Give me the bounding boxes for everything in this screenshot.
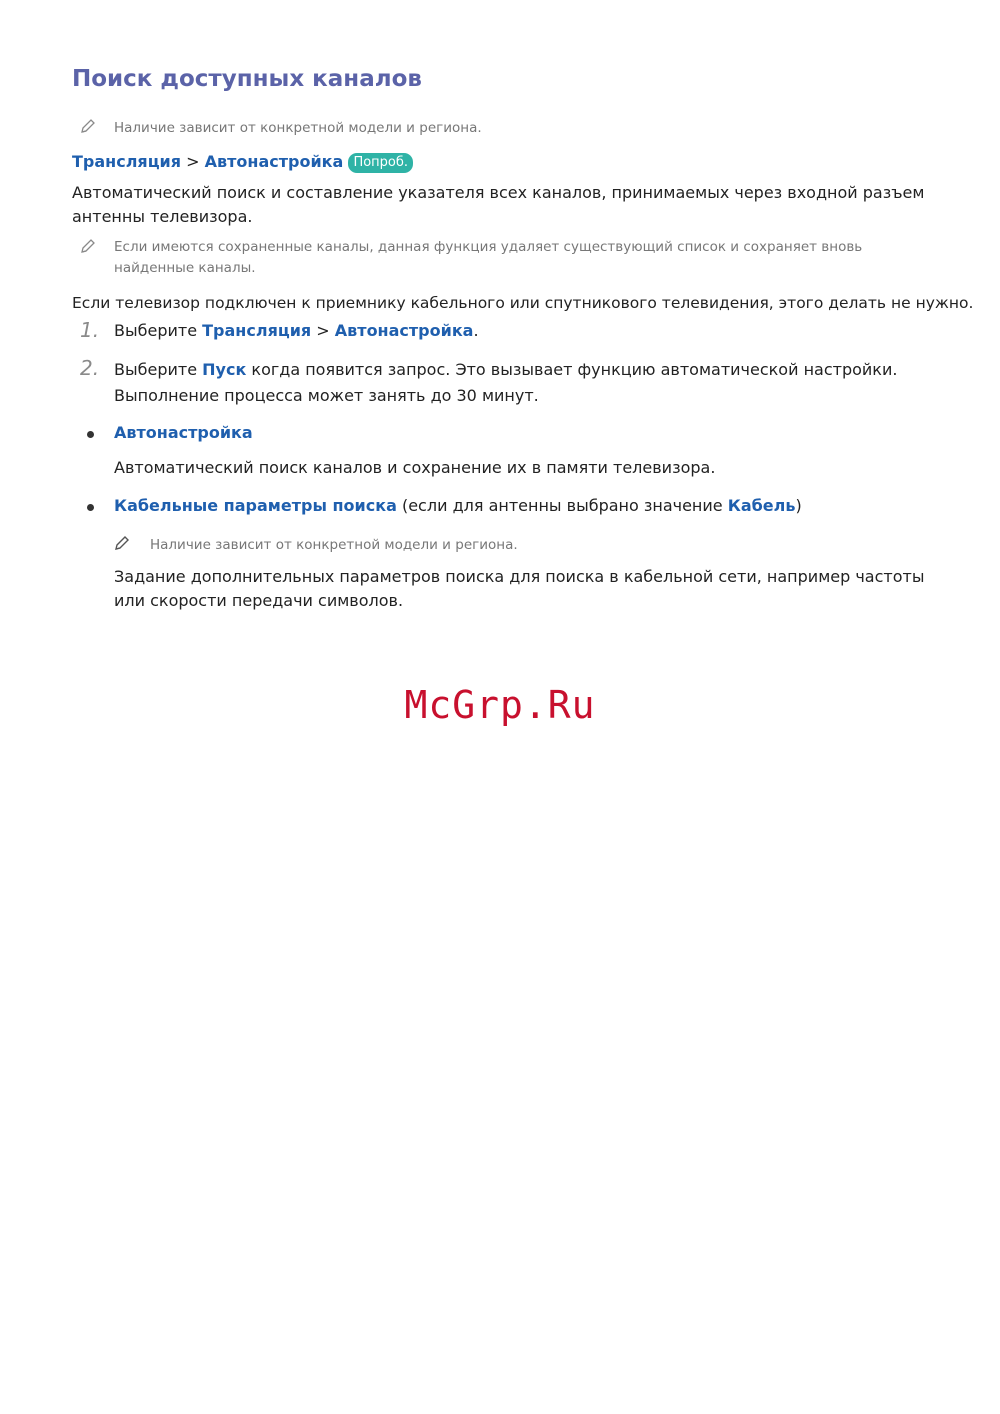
step-number: 2. bbox=[80, 356, 100, 380]
bullet-cable-mid: (если для антенны выбрано значение bbox=[401, 496, 723, 515]
step-2-text bbox=[114, 357, 944, 409]
info-paragraph: Если телевизор подключен к приемнику кабельного или спутникового телевидения, этого делать не нужно. bbox=[72, 294, 974, 312]
step-1-prefix: Выберите bbox=[114, 321, 198, 340]
bullet-cable-line bbox=[114, 494, 802, 518]
page-title: Поиск доступных каналов bbox=[72, 66, 422, 92]
bullet-cable-end: ) bbox=[795, 496, 802, 515]
breadcrumb-autotune-link[interactable]: Автонастройка bbox=[204, 152, 344, 171]
bullet-cable-desc: Задание дополнительных параметров поиска для поиска в кабельной сети, например частоты или скорости передачи символов. bbox=[114, 567, 925, 610]
step-2-start-link[interactable]: Пуск bbox=[202, 360, 247, 379]
step-1-broadcast-link[interactable]: Трансляция bbox=[202, 321, 312, 340]
intro-paragraph: Автоматический поиск и составление указателя всех каналов, принимаемых через входной разъем антенны телевизора. bbox=[72, 183, 925, 226]
bullet-cable-link[interactable]: Кабель bbox=[727, 496, 796, 515]
bullet-cable-title[interactable]: Кабельные параметры поиска bbox=[114, 496, 397, 515]
cable-availability-note: Наличие зависит от конкретной модели и региона. bbox=[150, 537, 518, 553]
bullet-dot bbox=[87, 504, 94, 511]
step-number: 1. bbox=[80, 318, 100, 342]
bullet-autotune-desc: Автоматический поиск каналов и сохранение их в памяти телевизора. bbox=[114, 458, 716, 477]
pencil-icon bbox=[80, 238, 96, 254]
step-1-text bbox=[114, 319, 479, 343]
breadcrumb bbox=[72, 150, 413, 174]
breadcrumb-separator: > bbox=[186, 152, 200, 171]
step-2-rest: когда появится запрос. Это вызывает функцию автоматической настройки. Выполнение процесса может занять до 30 минут. bbox=[114, 360, 898, 405]
pencil-icon bbox=[80, 118, 96, 134]
step-1-autotune-link[interactable]: Автонастройка bbox=[334, 321, 474, 340]
try-now-button[interactable]: Попроб. bbox=[348, 153, 413, 173]
step-1-end: . bbox=[473, 321, 479, 340]
bullet-dot bbox=[87, 431, 94, 438]
saved-channels-note: Если имеются сохраненные каналы, данная функция удаляет существующий список и сохраняет вновь найденные каналы. bbox=[114, 239, 863, 276]
breadcrumb-broadcast-link[interactable]: Трансляция bbox=[72, 152, 182, 171]
watermark: McGrp.Ru bbox=[404, 683, 596, 727]
step-1-separator: > bbox=[316, 321, 330, 340]
availability-note: Наличие зависит от конкретной модели и региона. bbox=[114, 120, 482, 136]
step-2-prefix: Выберите bbox=[114, 360, 198, 379]
pencil-icon bbox=[114, 535, 130, 551]
bullet-autotune-title[interactable]: Автонастройка bbox=[114, 423, 253, 442]
